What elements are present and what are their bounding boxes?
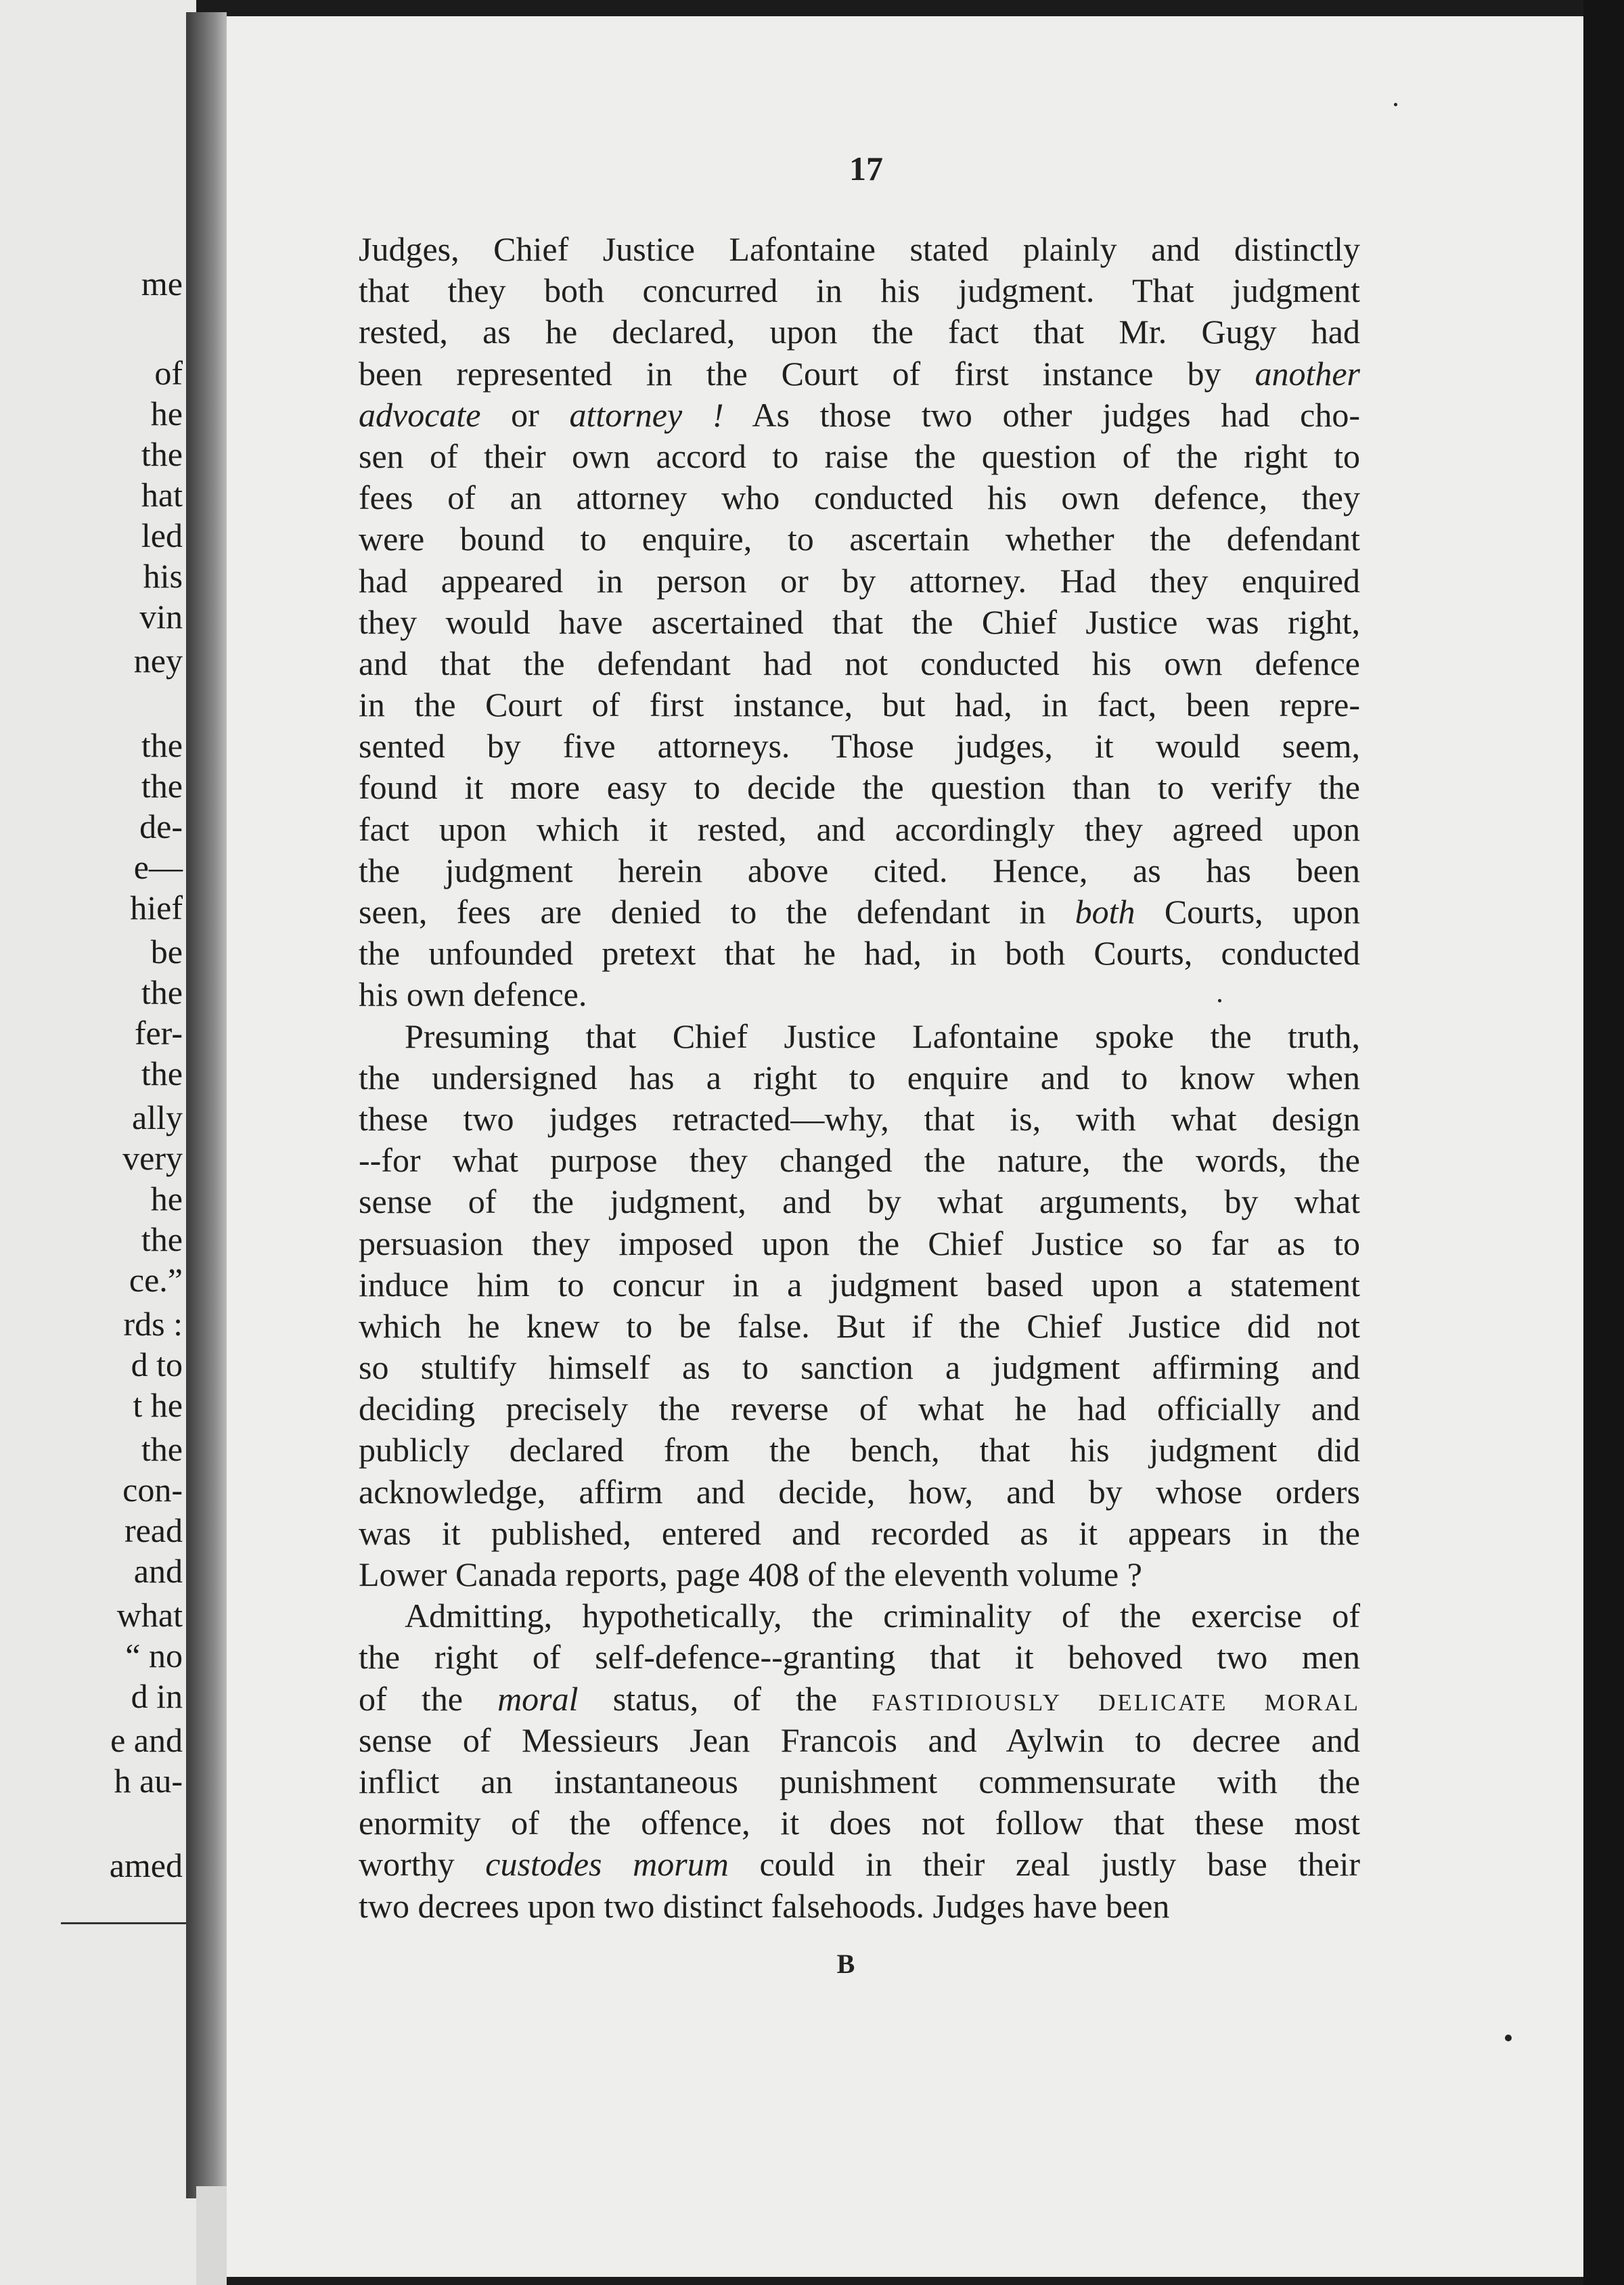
text-segment: of the bbox=[359, 1679, 498, 1718]
text-line bbox=[359, 767, 1360, 808]
text-line bbox=[359, 1761, 1360, 1802]
text-line bbox=[359, 518, 1360, 560]
text-line bbox=[359, 1802, 1360, 1844]
text-line bbox=[359, 1057, 1360, 1099]
left-page-line: led bbox=[141, 516, 183, 554]
text-line bbox=[359, 1554, 1360, 1595]
italic-text: attorney ! bbox=[569, 395, 724, 434]
text-line bbox=[359, 353, 1360, 395]
page-edge-shadow bbox=[1583, 0, 1624, 2285]
text-line bbox=[359, 1720, 1360, 1761]
text-segment: sen of their own accord to raise the question of the right to bbox=[359, 437, 1360, 475]
left-page-line: ce.” bbox=[129, 1261, 183, 1299]
text-line bbox=[359, 1429, 1360, 1471]
left-page-line: h au- bbox=[114, 1762, 183, 1800]
text-segment: the unfounded pretext that he had, in both Courts, conducted bbox=[359, 934, 1360, 973]
left-page-line: “ no bbox=[125, 1637, 183, 1674]
text-segment: Admitting, hypothetically, the criminality of the exercise of bbox=[405, 1597, 1360, 1635]
text-segment: induce him to concur in a judgment based upon a statement bbox=[359, 1265, 1360, 1304]
body-text bbox=[359, 229, 1360, 1927]
text-segment: been represented in the Court of first instance by bbox=[359, 354, 1255, 393]
text-segment: status, of the bbox=[578, 1679, 872, 1718]
text-line bbox=[359, 270, 1360, 311]
text-segment: sented by five attorneys. Those judges, it would seem, bbox=[359, 727, 1360, 766]
text-line bbox=[359, 602, 1360, 643]
italic-text: both bbox=[1075, 893, 1135, 931]
page-number: 17 bbox=[849, 150, 883, 187]
left-page-line: what bbox=[116, 1596, 183, 1634]
text-line bbox=[359, 933, 1360, 974]
text-segment: found it more easy to decide the question than to verify the bbox=[359, 768, 1360, 807]
text-segment: and that the defendant had not conducted his own defence bbox=[359, 644, 1360, 682]
text-line bbox=[359, 311, 1360, 353]
text-line bbox=[359, 1016, 1360, 1057]
text-line bbox=[359, 1388, 1360, 1429]
text-line bbox=[359, 477, 1360, 518]
binding-gutter bbox=[186, 12, 227, 2198]
text-line bbox=[359, 1471, 1360, 1513]
left-page-line: he bbox=[150, 395, 183, 432]
left-page-line: ally bbox=[132, 1099, 183, 1136]
left-page-line: d to bbox=[131, 1346, 183, 1383]
text-segment: fact upon which it rested, and accordingly they agreed upon bbox=[359, 809, 1360, 848]
left-page-line: very bbox=[122, 1139, 183, 1177]
italic-text: custodes morum bbox=[485, 1845, 729, 1884]
left-page-line: d in bbox=[131, 1677, 183, 1715]
italic-text: another bbox=[1255, 354, 1360, 393]
text-line bbox=[359, 726, 1360, 767]
text-line bbox=[359, 643, 1360, 684]
small-caps-text: fastidiously delicate moral bbox=[872, 1679, 1360, 1718]
left-page-line: the bbox=[141, 726, 183, 764]
signature-mark: B bbox=[836, 1949, 855, 1979]
text-segment: the undersigned has a right to enquire and to know when bbox=[359, 1058, 1360, 1096]
text-line bbox=[359, 1513, 1360, 1554]
left-page-line: be bbox=[150, 933, 183, 971]
text-segment: the judgment herein above cited. Hence, as has been bbox=[359, 851, 1360, 889]
text-segment: sense of the judgment, and by what arguments, by what bbox=[359, 1182, 1360, 1221]
text-line bbox=[359, 1306, 1360, 1347]
text-segment: two decrees upon two distinct falsehoods. Judges have been bbox=[359, 1886, 1170, 1925]
left-page-line: he bbox=[150, 1180, 183, 1218]
left-page-line: the bbox=[141, 767, 183, 805]
text-segment: which he knew to be false. But if the Chief Justice did not bbox=[359, 1306, 1360, 1345]
left-page-fragment bbox=[0, 0, 196, 2285]
ink-speck bbox=[1505, 2035, 1512, 2041]
left-page-line: of bbox=[154, 354, 183, 392]
italic-text: moral bbox=[497, 1679, 579, 1718]
left-page-line: ney bbox=[133, 642, 183, 680]
text-segment: these two judges retracted—why, that is, with what design bbox=[359, 1099, 1360, 1138]
text-segment: inflict an instantaneous punishment commensurate with the bbox=[359, 1762, 1360, 1800]
text-segment: seen, fees are denied to the defendant in bbox=[359, 893, 1075, 931]
text-line bbox=[359, 560, 1360, 602]
left-page-line: read bbox=[124, 1511, 183, 1549]
text-segment: deciding precisely the reverse of what he had officially and bbox=[359, 1390, 1360, 1428]
left-page-line: the bbox=[141, 1430, 183, 1468]
text-line bbox=[359, 809, 1360, 850]
text-segment: could in their zeal justly base their bbox=[728, 1845, 1360, 1884]
text-segment: in the Court of first instance, but had, in fact, been repre- bbox=[359, 686, 1360, 724]
text-segment: was it published, entered and recorded as it appears in the bbox=[359, 1513, 1360, 1552]
text-segment: publicly declared from the bench, that his judgment did bbox=[359, 1431, 1360, 1469]
left-page-line: rds : bbox=[123, 1305, 183, 1343]
left-page-line: me bbox=[141, 265, 183, 303]
text-segment: worthy bbox=[359, 1845, 486, 1884]
left-page-line: e— bbox=[133, 848, 183, 886]
text-line bbox=[359, 1140, 1360, 1181]
text-line bbox=[359, 1595, 1360, 1637]
left-page-rule bbox=[61, 1922, 196, 1924]
left-page-line: hat bbox=[141, 476, 183, 514]
text-segment: had appeared in person or by attorney. Had they enquired bbox=[359, 561, 1360, 600]
text-segment: persuasion they imposed upon the Chief Justice so far as to bbox=[359, 1224, 1360, 1262]
left-page-line: con- bbox=[122, 1471, 183, 1509]
text-line bbox=[359, 684, 1360, 726]
ink-speck bbox=[1394, 103, 1397, 106]
text-line bbox=[359, 229, 1360, 270]
text-line bbox=[359, 1347, 1360, 1388]
text-segment: his own defence. bbox=[359, 975, 587, 1014]
text-segment: enormity of the offence, it does not follow that these most bbox=[359, 1804, 1360, 1842]
text-segment: they would have ascertained that the Chief Justice was right, bbox=[359, 602, 1360, 641]
left-page-line: the bbox=[141, 1055, 183, 1092]
text-line bbox=[359, 1223, 1360, 1264]
text-line bbox=[359, 1886, 1360, 1927]
text-line bbox=[359, 1844, 1360, 1885]
left-page-line: the bbox=[141, 1220, 183, 1258]
text-line bbox=[359, 436, 1360, 477]
text-segment: As those two other judges had cho- bbox=[723, 395, 1360, 434]
text-segment: that they both concurred in his judgment. That judgment bbox=[359, 271, 1360, 310]
left-page-line: fer- bbox=[134, 1014, 183, 1052]
text-segment: Courts, upon bbox=[1135, 893, 1360, 931]
text-segment: acknowledge, affirm and decide, how, and by whose orders bbox=[359, 1472, 1360, 1511]
left-page-line: amed bbox=[109, 1846, 183, 1884]
left-page-line: and bbox=[133, 1552, 183, 1590]
left-page-line: e and bbox=[110, 1721, 183, 1759]
text-line bbox=[359, 1181, 1360, 1222]
text-segment: the right of self-defence--granting that it behoved two men bbox=[359, 1638, 1360, 1677]
left-page-line: de- bbox=[139, 807, 183, 845]
text-line bbox=[359, 850, 1360, 891]
text-segment: Judges, Chief Justice Lafontaine stated plainly and distinctly bbox=[359, 230, 1360, 268]
italic-text: advocate bbox=[359, 395, 481, 434]
gutter-lower-edge bbox=[196, 2186, 227, 2285]
text-segment: Presuming that Chief Justice Lafontaine spoke the truth, bbox=[405, 1017, 1360, 1055]
text-segment: or bbox=[480, 395, 570, 434]
text-segment: Lower Canada reports, page 408 of the eleventh volume ? bbox=[359, 1555, 1142, 1593]
text-line bbox=[359, 395, 1360, 436]
text-line bbox=[359, 891, 1360, 933]
text-segment: --for what purpose they changed the nature, the words, the bbox=[359, 1141, 1360, 1180]
text-segment: fees of an attorney who conducted his own defence, they bbox=[359, 479, 1360, 517]
text-segment: so stultify himself as to sanction a judgment affirming and bbox=[359, 1348, 1360, 1387]
text-line bbox=[359, 974, 1360, 1015]
left-page-line: vin bbox=[139, 598, 183, 636]
left-page-line: hief bbox=[130, 889, 183, 927]
text-line bbox=[359, 1099, 1360, 1140]
text-line bbox=[359, 1679, 1360, 1720]
ink-speck bbox=[1218, 999, 1221, 1002]
left-page-line: the bbox=[141, 973, 183, 1011]
left-page-line: his bbox=[143, 557, 183, 595]
text-segment: were bound to enquire, to ascertain whether the defendant bbox=[359, 520, 1360, 558]
text-line bbox=[359, 1264, 1360, 1306]
left-page-line: the bbox=[141, 435, 183, 473]
text-line bbox=[359, 1637, 1360, 1678]
text-segment: rested, as he declared, upon the fact that Mr. Gugy had bbox=[359, 313, 1360, 351]
text-segment: sense of Messieurs Jean Francois and Aylwin to decree and bbox=[359, 1721, 1360, 1759]
left-page-line: t he bbox=[133, 1386, 183, 1424]
